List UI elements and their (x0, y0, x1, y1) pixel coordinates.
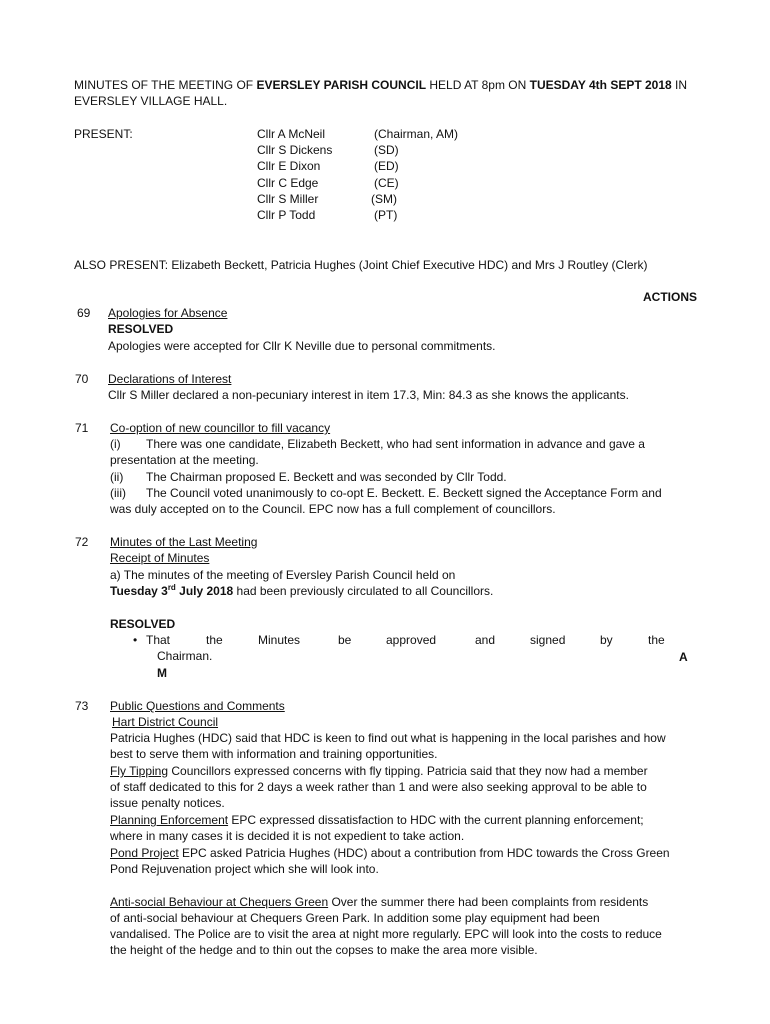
bullet-word-3: Minutes (258, 633, 301, 647)
item-71-marker-ii: (ii) (110, 470, 124, 484)
asb-text: Over the summer there had been complaints from residents (328, 895, 649, 909)
present-name-6: Cllr P Todd (257, 208, 316, 222)
item-72-subtitle: Receipt of Minutes (110, 551, 210, 565)
item-73-number: 73 (75, 699, 89, 713)
present-label: PRESENT: (74, 127, 133, 141)
bullet-word-8: by (600, 633, 613, 647)
item-73-pond-line2: Pond Rejuvenation project which she will look into. (110, 862, 379, 876)
pond-label: Pond Project (110, 846, 179, 860)
item-71-title: Co-option of new councillor to fill vacancy (110, 421, 331, 435)
item-69-resolved: RESOLVED (108, 322, 174, 336)
present-name-3: Cllr E Dixon (257, 159, 321, 173)
present-abbr-4: (CE) (374, 176, 399, 190)
bullet-word-7: signed (530, 633, 566, 647)
item-72-a-line1: a) The minutes of the meeting of Eversley Parish Council held on (110, 568, 456, 582)
present-abbr-3: (ED) (374, 159, 399, 173)
asb-label: Anti-social Behaviour at Chequers Green (110, 895, 329, 909)
fly-tipping-text: Councillors expressed concerns with fly tipping. Patricia said that they now had a member (168, 764, 648, 778)
action-m: M (157, 666, 167, 680)
meeting-date: TUESDAY 4th SEPT 2018 (529, 78, 672, 92)
item-73-plan-line2: where in many cases it is decided it is not expedient to take action. (110, 829, 465, 843)
item-72-a-line2 (110, 583, 493, 599)
item-73-asb-line1 (110, 894, 648, 910)
bullet-word-9: the (648, 633, 665, 647)
bullet-word-1: That (146, 633, 171, 647)
item-70-title: Declarations of Interest (108, 372, 232, 386)
planning-text: EPC expressed dissatisfaction to HDC with the current planning enforcement; (228, 813, 644, 827)
present-name-1: Cllr A McNeil (257, 127, 326, 141)
item-69-number: 69 (77, 306, 91, 320)
title-suffix: IN (671, 78, 688, 92)
actions-heading: ACTIONS (643, 290, 697, 304)
bullet-word-6: and (475, 633, 496, 647)
item-69-text: Apologies were accepted for Cllr K Neville due to personal commitments. (108, 339, 496, 353)
item-69-title: Apologies for Absence (108, 306, 228, 320)
bullet-line2: Chairman. (157, 649, 213, 663)
present-name-4: Cllr C Edge (257, 176, 319, 190)
present-abbr-6: (PT) (374, 208, 398, 222)
item-73-pond-line1 (110, 845, 670, 861)
title-mid: HELD AT 8pm ON (426, 78, 530, 92)
bullet-word-5: approved (386, 633, 437, 647)
fly-tipping-label: Fly Tipping (110, 764, 169, 778)
bullet-word-2: the (206, 633, 223, 647)
item-72-a-line2-rest: had been previously circulated to all Councillors. (233, 584, 494, 598)
bullet-icon: • (133, 633, 138, 647)
planning-label: Planning Enforcement (110, 813, 229, 827)
present-abbr-5: (SM) (371, 192, 397, 206)
item-73-plan-line1 (110, 812, 644, 828)
item-71-marker-iii: (iii) (110, 486, 126, 500)
item-72-number: 72 (75, 535, 89, 549)
item-72-title: Minutes of the Last Meeting (110, 535, 258, 549)
item-71-p1-line2: presentation at the meeting. (110, 453, 259, 467)
item-73-fly-line1 (110, 763, 648, 779)
item-73-title: Public Questions and Comments (110, 699, 285, 713)
item-73-sub-hdc: Hart District Council (112, 715, 219, 729)
bullet-word-4: be (338, 633, 352, 647)
item-72-date-prefix: Tuesday 3 (110, 584, 168, 598)
council-name: EVERSLEY PARISH COUNCIL (256, 78, 427, 92)
item-71-p2-text: The Chairman proposed E. Beckett and was seconded by Cllr Todd. (146, 470, 507, 484)
item-72-date-suffix: July 2018 (175, 584, 234, 598)
title-prefix: MINUTES OF THE MEETING OF (74, 78, 257, 92)
action-a: A (679, 650, 688, 664)
minutes-title-line2: EVERSLEY VILLAGE HALL. (74, 94, 228, 108)
minutes-title-line1 (74, 77, 697, 93)
item-73-asb-line2: of anti-social behaviour at Chequers Green Park. In addition some play equipment had been (110, 911, 600, 925)
item-71-number: 71 (75, 421, 89, 435)
item-72-date-sup: rd (167, 583, 176, 592)
item-70-text: Cllr S Miller declared a non-pecuniary interest in item 17.3, Min: 84.3 as she knows the applicants. (108, 388, 629, 402)
item-71-p3-line2: was duly accepted on to the Council. EPC now has a full complement of councillors. (110, 502, 556, 516)
item-71-p1-line1: There was one candidate, Elizabeth Beckett, who had sent information in advance and gave a (146, 437, 645, 451)
item-73-hdc-line2: best to serve them with information and training opportunities. (110, 747, 438, 761)
pond-text: EPC asked Patricia Hughes (HDC) about a contribution from HDC towards the Cross Green (178, 846, 670, 860)
item-73-hdc-line1: Patricia Hughes (HDC) said that HDC is keen to find out what is happening in the local parishes and how (110, 731, 666, 745)
item-71-p3-line1: The Council voted unanimously to co-opt E. Beckett. E. Beckett signed the Acceptance Form and (146, 486, 662, 500)
item-73-asb-line3: vandalised. The Police are to visit the area at night more regularly. EPC will look into the costs to reduce (110, 927, 662, 941)
item-72-resolved: RESOLVED (110, 617, 176, 631)
item-73-fly-line3: issue penalty notices. (110, 796, 225, 810)
item-73-asb-line4: the height of the hedge and to thin out the copses to make the area more visible. (110, 943, 538, 957)
item-72-date (110, 584, 233, 598)
item-71-marker-i: (i) (110, 437, 121, 451)
also-present: ALSO PRESENT: Elizabeth Beckett, Patricia Hughes (Joint Chief Executive HDC) and Mrs J Routley (Clerk) (74, 258, 648, 272)
item-70-number: 70 (75, 372, 89, 386)
present-name-5: Cllr S Miller (257, 192, 319, 206)
present-abbr-2: (SD) (374, 143, 399, 157)
present-name-2: Cllr S Dickens (257, 143, 333, 157)
item-73-fly-line2: of staff dedicated to this for 2 days a week rather than 1 and were also seeking approval to be able to (110, 780, 647, 794)
present-abbr-1: (Chairman, AM) (374, 127, 459, 141)
